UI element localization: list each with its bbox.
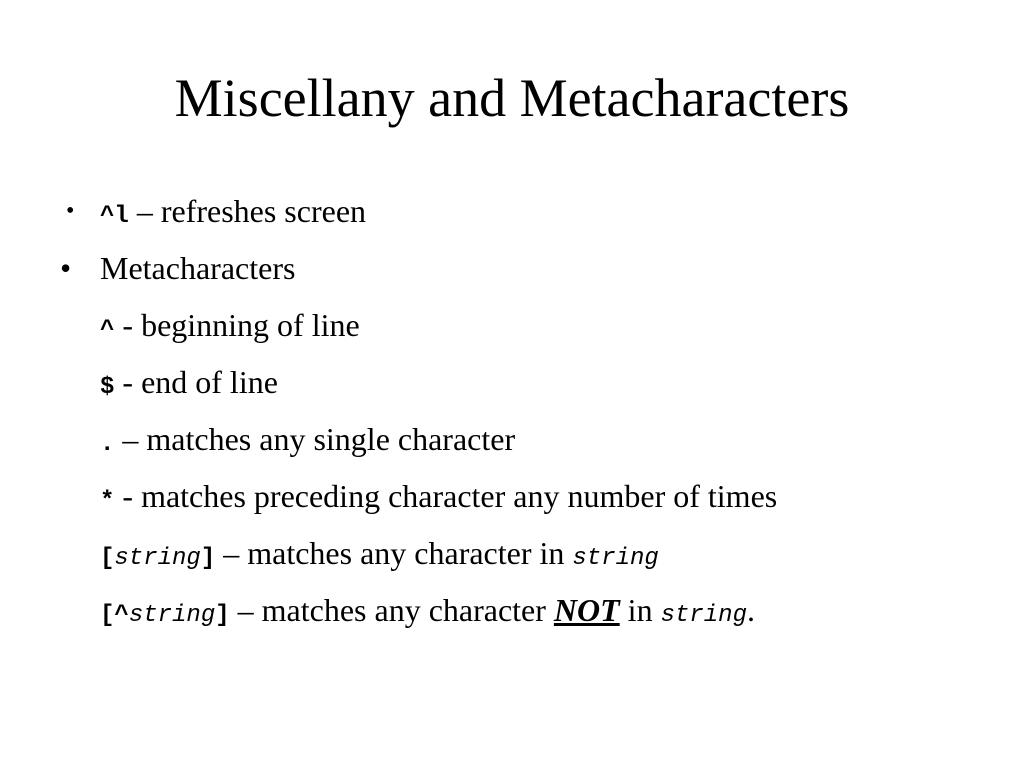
meta-item-dollar-text: - end of line: [114, 364, 278, 400]
code-refresh-key: ^l: [100, 203, 129, 230]
slide-title: Miscellany and Metacharacters: [174, 68, 850, 128]
meta-item-star-text: - matches preceding character any number of times: [114, 478, 778, 514]
meta-item-bracket: [100, 533, 659, 579]
meta-item-caret-text: - beginning of line: [114, 307, 360, 343]
trail-string-var: string: [660, 602, 747, 629]
meta-item-dot-text: – matches any single character: [114, 421, 516, 457]
bullet-metacharacters-text: Metacharacters: [100, 250, 296, 286]
meta-item-bracket-text: – matches any character in: [215, 535, 573, 571]
meta-item-dollar: [100, 362, 278, 408]
code-dollar: $: [100, 374, 115, 401]
code-negbracket-open: [^: [100, 602, 129, 629]
code-star: *: [100, 488, 115, 515]
code-dot: .: [100, 431, 115, 458]
meta-item-caret: [100, 305, 360, 351]
meta-item-negbracket-text: – matches any character: [229, 592, 554, 628]
not-emphasis: NOT: [553, 592, 620, 628]
meta-item-negated-bracket: [100, 590, 755, 636]
code-caret: ^: [100, 317, 115, 344]
period: .: [746, 592, 755, 628]
bullet-metacharacters: [100, 248, 295, 288]
bullet-dot: •: [66, 198, 75, 224]
meta-item-star: [100, 476, 777, 522]
bullet-dot: •: [60, 250, 72, 286]
trail-string-var: string: [572, 545, 659, 572]
bullet-refresh: [100, 191, 366, 237]
meta-item-negbracket-text-after: in: [619, 592, 661, 628]
bullet-refresh-text: – refreshes screen: [128, 193, 367, 229]
code-bracket-close: ]: [200, 545, 216, 572]
code-bracket-var: string: [114, 545, 201, 572]
code-bracket-open: [: [100, 545, 115, 572]
meta-item-dot: [100, 419, 515, 465]
code-negbracket-var: string: [128, 602, 216, 629]
code-negbracket-close: ]: [215, 602, 230, 629]
